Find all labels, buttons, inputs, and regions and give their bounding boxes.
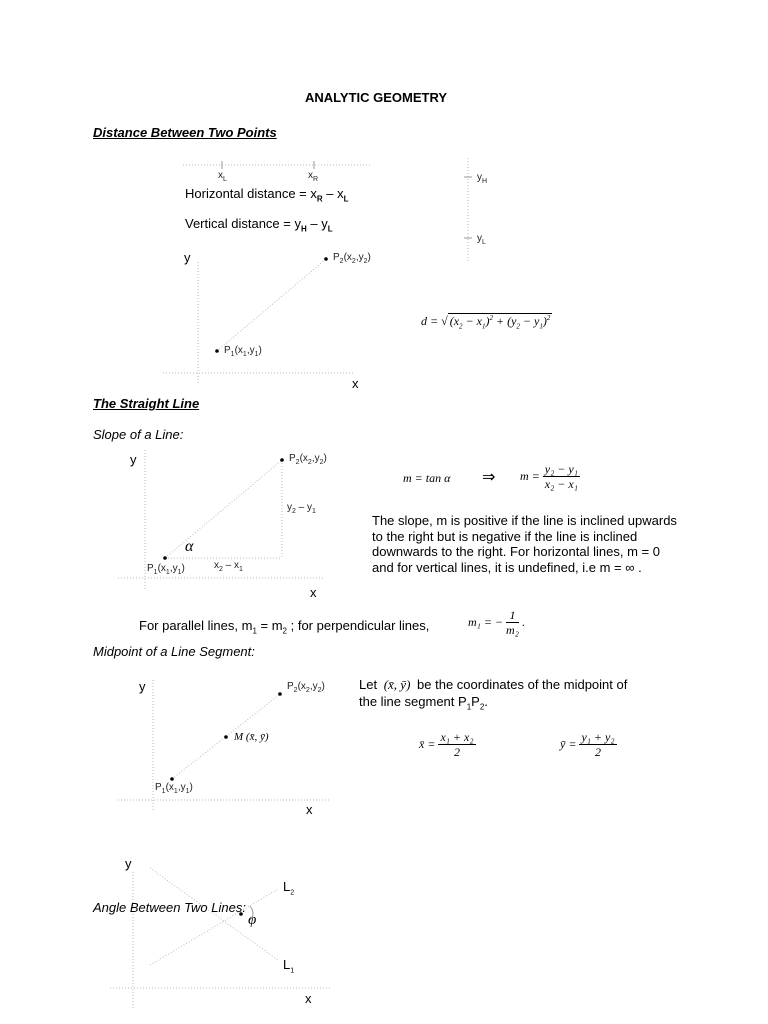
alpha-symbol: α — [185, 538, 194, 555]
implies-icon: ⇒ — [482, 467, 496, 486]
slope-rise-label: $y_2 - y_1$ — [287, 502, 316, 515]
distance-axis-y-label: y — [184, 250, 191, 265]
slope-p1-dot — [163, 556, 167, 560]
distance-p1-label: $P_1(x_1,y_1)$ — [224, 345, 262, 358]
midpoint-segment-text: the line segment $P_1P_2$. — [359, 694, 488, 712]
slope-axis-x-label: x — [310, 585, 317, 600]
midpoint-p2-dot — [278, 692, 282, 696]
midpoint-m-label: M (x̄, ȳ) — [234, 731, 269, 743]
ybar-formula: ȳ = $\frac{\text{y₁ + y₂}}{2}$ — [560, 730, 615, 759]
midpoint-p2-label: $P_2(x_2,y_2)$ — [287, 681, 325, 694]
label-yl: $y_L$ — [477, 233, 486, 246]
distance-p1-dot — [215, 349, 219, 353]
label-xl: $x_L$ — [218, 170, 227, 183]
slope-run-label: $x_2 - x_1$ — [214, 560, 243, 573]
heading-distance: Distance Between Two Points — [93, 125, 277, 140]
angle-axis-x-label: x — [305, 991, 312, 1006]
midpoint-let-text: Let (x̄, ȳ) be the coordinates of the midpoint of — [359, 677, 628, 692]
slope-line — [165, 460, 282, 558]
phi-symbol: φ — [248, 912, 257, 928]
slope-formula-tan: m = tan α — [403, 471, 451, 485]
xbar-formula: x̄ = $\frac{\text{x₁ + x₂}}{2}$ — [419, 730, 474, 759]
midpoint-p1-dot — [170, 777, 174, 781]
distance-axis-x-label: x — [352, 376, 359, 391]
distance-formula: d = √ $(x_2 - x_1)^2 + (y_2 - y_1)^2$ — [421, 314, 551, 331]
slope-formula-ratio: m = $\frac{\text{y₂ − y₁}}{\text{x₂ − x₁}}$ — [520, 462, 578, 491]
midpoint-p1-label: $P_1(x_1,y_1)$ — [155, 782, 193, 795]
angle-l1-label: $L_1$ — [283, 957, 295, 975]
distance-p2-label: $P_2(x_2,y_2)$ — [333, 252, 371, 265]
distance-segment — [217, 259, 326, 351]
slope-axis-y-label: y — [130, 452, 137, 467]
angle-axis-y-label: y — [125, 856, 132, 871]
heading-midpoint: Midpoint of a Line Segment: — [93, 644, 255, 659]
perpendicular-formula: m₁ = − $\frac{1}{\text{m₂}}$ . — [468, 608, 525, 637]
heading-slope: Slope of a Line: — [93, 427, 184, 442]
label-yh: $y_H$ — [477, 172, 488, 185]
slope-explanation: The slope, m is positive if the line is inclined upwards to the right but is negative if the line is inclined downwards to the right. For horizontal lines, m = 0 and for vertical lines, it is undefined, i.e m = ∞ . — [372, 513, 677, 575]
angle-l2-label: $L_2$ — [283, 879, 295, 897]
slope-p1-label: $P_1(x_1,y_1)$ — [147, 563, 185, 576]
horizontal-distance-text: Horizontal distance = $x_R - x_L$ — [185, 186, 349, 204]
slope-p2-label: $P_2(x_2,y_2)$ — [289, 453, 327, 466]
parallel-perpendicular-text: For parallel lines, $m_1 = m_2$ ; for perpendicular lines, — [139, 618, 430, 636]
heading-straight-line: The Straight Line — [93, 396, 200, 411]
page-title: ANALYTIC GEOMETRY — [305, 90, 448, 105]
midpoint-axis-y-label: y — [139, 679, 146, 694]
vertical-distance-text: Vertical distance = $y_H - y_L$ — [185, 216, 333, 234]
heading-angle: Angle Between Two Lines: — [93, 900, 246, 915]
slope-p2-dot — [280, 458, 284, 462]
midpoint-m-dot — [224, 735, 228, 739]
midpoint-axis-x-label: x — [306, 802, 313, 817]
label-xr: $x_R$ — [308, 170, 319, 183]
distance-p2-dot — [324, 257, 328, 261]
